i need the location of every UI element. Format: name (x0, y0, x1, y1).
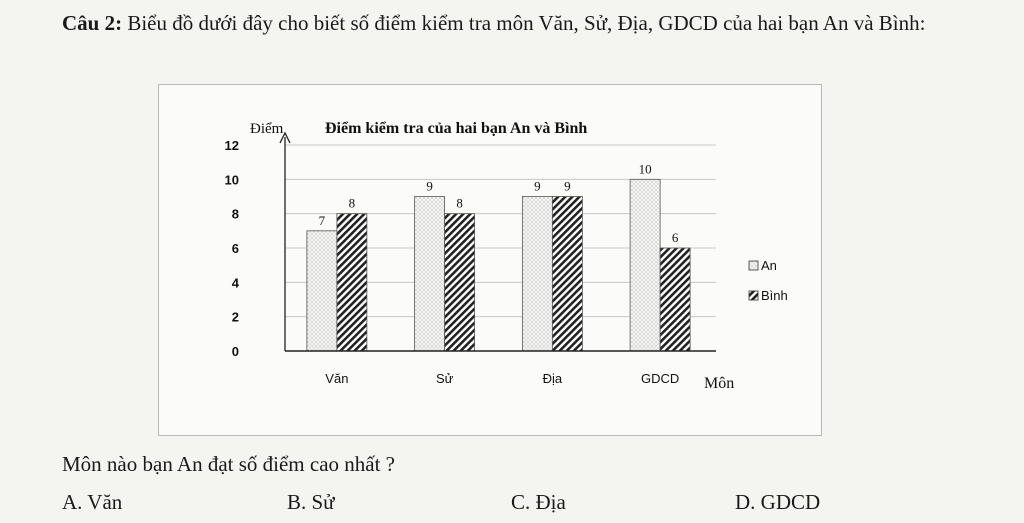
bar-binh (660, 248, 690, 351)
x-tick-label: GDCD (640, 371, 680, 386)
data-label: 10 (638, 161, 652, 177)
bar-chart (159, 85, 821, 435)
data-label: 9 (564, 178, 571, 194)
x-axis-label: Môn (704, 375, 735, 392)
option-d[interactable]: D. GDCD (735, 490, 821, 514)
data-label: 9 (426, 178, 433, 194)
legend (749, 258, 788, 303)
option-b[interactable]: B. Sử (287, 490, 335, 514)
legend-label: Bình (761, 288, 788, 303)
y-tick-label: 8 (231, 206, 239, 222)
bar-binh (552, 197, 582, 352)
y-axis-label: Điểm (250, 121, 284, 137)
data-label: 7 (318, 212, 326, 228)
legend-label: An (761, 258, 777, 273)
data-label: 8 (348, 195, 356, 211)
question-label: Câu 2: (62, 11, 123, 35)
bar-binh (445, 214, 475, 351)
y-tick-label: 12 (224, 138, 239, 153)
bar-an (415, 197, 445, 352)
x-tick-label: Văn (325, 371, 349, 386)
question-body: Biểu đồ dưới đây cho biết số điểm kiểm tra môn Văn, Sử, Địa, GDCD của hai bạn An và Bình: (127, 11, 926, 35)
chart-frame (158, 84, 822, 436)
x-tick-label: Địa (542, 371, 563, 386)
bar-binh (337, 214, 367, 351)
bars (307, 179, 690, 351)
bar-an (522, 197, 552, 352)
y-tick-label: 4 (231, 275, 239, 291)
y-tick-label: 6 (231, 241, 239, 256)
legend-swatch (749, 261, 758, 270)
option-c[interactable]: C. Địa (511, 490, 566, 514)
data-label: 6 (671, 230, 679, 245)
question-prompt: Môn nào bạn An đạt số điểm cao nhất ? (62, 452, 396, 476)
legend-swatch (749, 291, 758, 300)
option-a[interactable]: A. Văn (62, 490, 123, 514)
y-tick-label: 10 (224, 172, 239, 188)
y-tick-label: 2 (231, 309, 239, 325)
data-label: 9 (534, 178, 541, 194)
bar-an (307, 231, 337, 351)
data-label: 8 (456, 195, 463, 211)
chart-title: Điểm kiểm tra của hai bạn An và Bình (325, 120, 588, 137)
y-tick-label: 0 (231, 344, 239, 359)
bar-an (630, 179, 660, 351)
x-tick-label: Sử (435, 371, 454, 386)
question-text (62, 6, 962, 40)
